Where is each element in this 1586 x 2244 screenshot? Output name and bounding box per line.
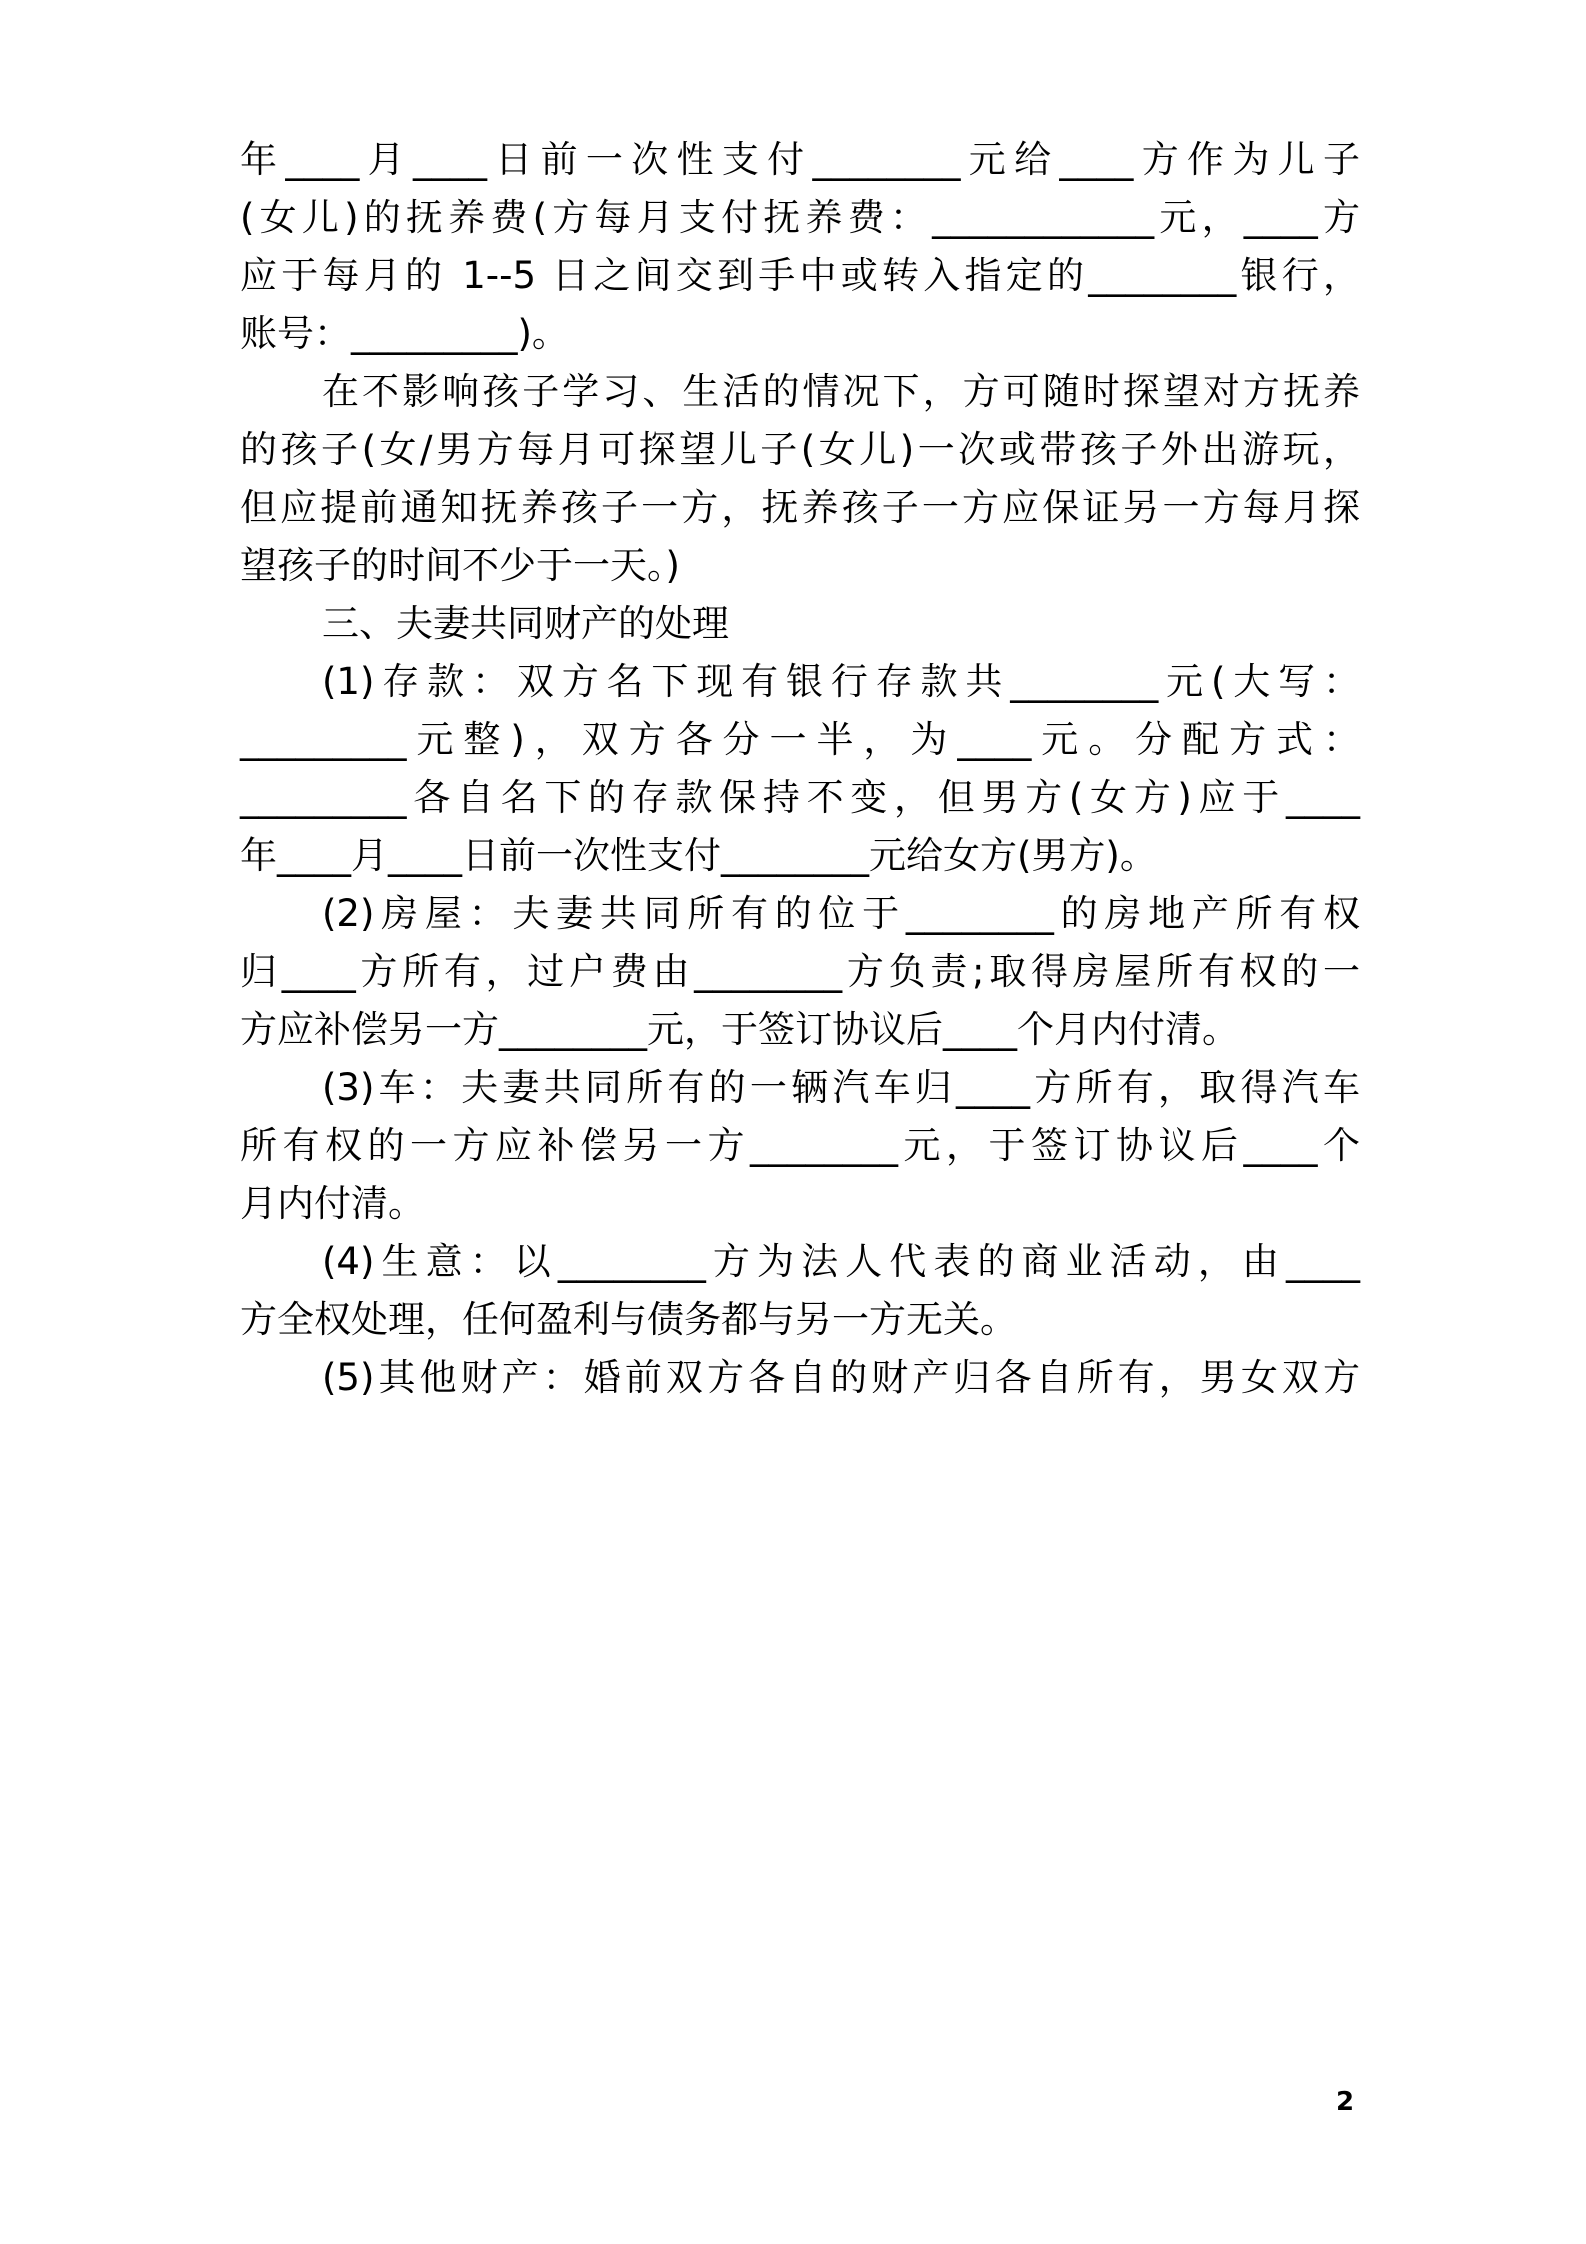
body-text-line: 方全权处理，任何盈利与债务都与另一方无关。 [240, 1298, 1017, 1341]
body-text-line: 年____月____日前一次性支付________元给____方作为儿子 [240, 138, 1360, 181]
body-text-line: 方应补偿另一方________元，于签订协议后____个月内付清。 [240, 1008, 1239, 1051]
body-text-line: (女儿)的抚养费(方每月支付抚养费：____________元，____方 [240, 196, 1360, 239]
body-text-line: _________各自名下的存款保持不变，但男方(女方)应于____ [240, 776, 1360, 819]
body-text-line: (1)存款：双方名下现有银行存款共________元(大写： [322, 660, 1360, 703]
body-text-line: 月内付清。 [240, 1182, 425, 1225]
body-text-line: (3)车：夫妻共同所有的一辆汽车归____方所有，取得汽车 [322, 1066, 1360, 1109]
body-text-line: 年____月____日前一次性支付________元给女方(男方)。 [240, 834, 1157, 877]
body-text-line: (2)房屋：夫妻共同所有的位于________的房地产所有权 [322, 892, 1360, 935]
body-text-line: 账号：_________)。 [240, 312, 569, 355]
page-number: 2 [1336, 2087, 1355, 2117]
body-text-line: 望孩子的时间不少于一天。) [240, 544, 680, 587]
body-text-line: (4)生意：以________方为法人代表的商业活动，由____ [322, 1240, 1360, 1283]
body-text-line: 在不影响孩子学习、生活的情况下，方可随时探望对方抚养 [322, 370, 1360, 413]
body-text-line: 所有权的一方应补偿另一方________元，于签订协议后____个 [240, 1124, 1360, 1167]
body-text-line: 但应提前通知抚养孩子一方，抚养孩子一方应保证另一方每月探 [240, 486, 1360, 529]
body-text-line: 应于每月的 1--5 日之间交到手中或转入指定的________银行， [240, 254, 1360, 297]
section-heading: 三、夫妻共同财产的处理 [322, 602, 729, 645]
body-text-line: _________元整)，双方各分一半，为____元。分配方式： [240, 718, 1360, 761]
body-text-line: 的孩子(女/男方每月可探望儿子(女儿)一次或带孩子外出游玩， [240, 428, 1360, 471]
body-text-line: (5)其他财产：婚前双方各自的财产归各自所有，男女双方 [322, 1356, 1360, 1399]
body-text-line: 归____方所有，过户费由________方负责;取得房屋所有权的一 [240, 950, 1360, 993]
